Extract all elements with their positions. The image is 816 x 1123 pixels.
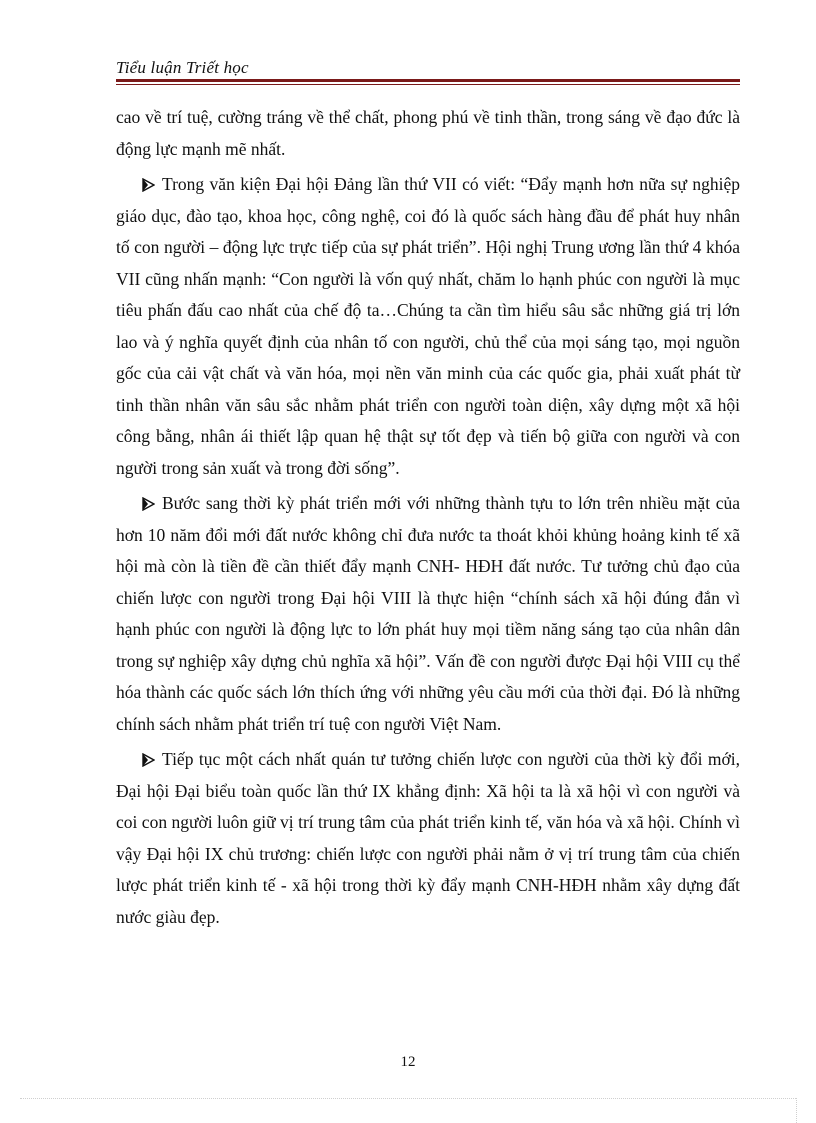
document-body (116, 102, 740, 937)
paragraph-3-text: Bước sang thời kỳ phát triển mới với những thành tựu to lớn trên nhiều mặt của hơn 10 năm đổi mới đất nước không chỉ đưa nước ta thoát khỏi khủng hoảng kinh tế xã hội mà còn là tiền đề cần thiết đẩy mạnh CNH- HĐH đất nước. Tư tưởng chủ đạo của chiến lược con người trong Đại hội VIII là thực hiện “chính sách xã hội đúng đắn vì hạnh phúc con người là động lực to lớn phát huy mọi tiềm năng sáng tạo của nhân dân trong sự nghiệp xây dựng chủ nghĩa xã hội”. Vấn đề con người được Đại hội VIII cụ thể hóa thành các quốc sách lớn thích ứng với những yêu cầu mới của thời đại. Đó là những chính sách nhằm phát triển trí tuệ con người Việt Nam. (116, 493, 740, 734)
arrow-bullet-icon (142, 744, 162, 776)
paragraph-1: cao về trí tuệ, cường tráng về thể chất, phong phú về tinh thần, trong sáng về đạo đức là động lực mạnh mẽ nhất. (116, 107, 740, 159)
paragraph-3 (116, 488, 740, 740)
arrow-bullet-icon (142, 488, 162, 520)
paragraph-2 (116, 169, 740, 484)
page-side-border (796, 1098, 797, 1123)
paragraph-4 (116, 744, 740, 933)
header-title: Tiểu luận Triết học (116, 58, 249, 77)
page-bottom-border (20, 1098, 796, 1099)
header-rule-thin (116, 84, 740, 85)
paragraph-4-text: Tiếp tục một cách nhất quán tư tưởng chiến lược con người của thời kỳ đổi mới, Đại hội Đại biểu toàn quốc lần thứ IX khẳng định: Xã hội ta là xã hội vì con người và coi con người luôn giữ vị trí trung tâm của phát triển kinh tế, văn hóa và xã hội. Chính vì vậy Đại hội IX chủ trương: chiến lược con người phải nằm ở vị trí trung tâm của chiến lược phát triển kinh tế - xã hội trong thời kỳ đẩy mạnh CNH-HĐH nhằm xây dựng đất nước giàu đẹp. (116, 749, 740, 927)
paragraph-2-text: Trong văn kiện Đại hội Đảng lần thứ VII có viết: “Đẩy mạnh hơn nữa sự nghiệp giáo dục, đào tạo, khoa học, công nghệ, coi đó là quốc sách hàng đầu để phát huy nhân tố con người – động lực trực tiếp của sự phát triển”. Hội nghị Trung ương lần thứ 4 khóa VII cũng nhấn mạnh: “Con người là vốn quý nhất, chăm lo hạnh phúc con người là mục tiêu phấn đấu cao nhất của chế độ ta…Chúng ta cần tìm hiểu sâu sắc những giá trị lớn lao và ý nghĩa quyết định của nhân tố con người, chủ thể của mọi sáng tạo, mọi nguồn gốc của cải vật chất và văn hóa, mọi nền văn minh của các quốc gia, phải xuất phát từ tinh thần nhân văn sâu sắc nhằm phát triển con người toàn diện, xây dựng một xã hội công bằng, nhân ái thiết lập quan hệ thật sự tốt đẹp và tiến bộ giữa con người và con người trong sản xuất và trong đời sống”. (116, 174, 740, 478)
page-number: 12 (400, 1054, 416, 1070)
arrow-bullet-icon (142, 169, 162, 201)
header-rule (116, 79, 740, 82)
